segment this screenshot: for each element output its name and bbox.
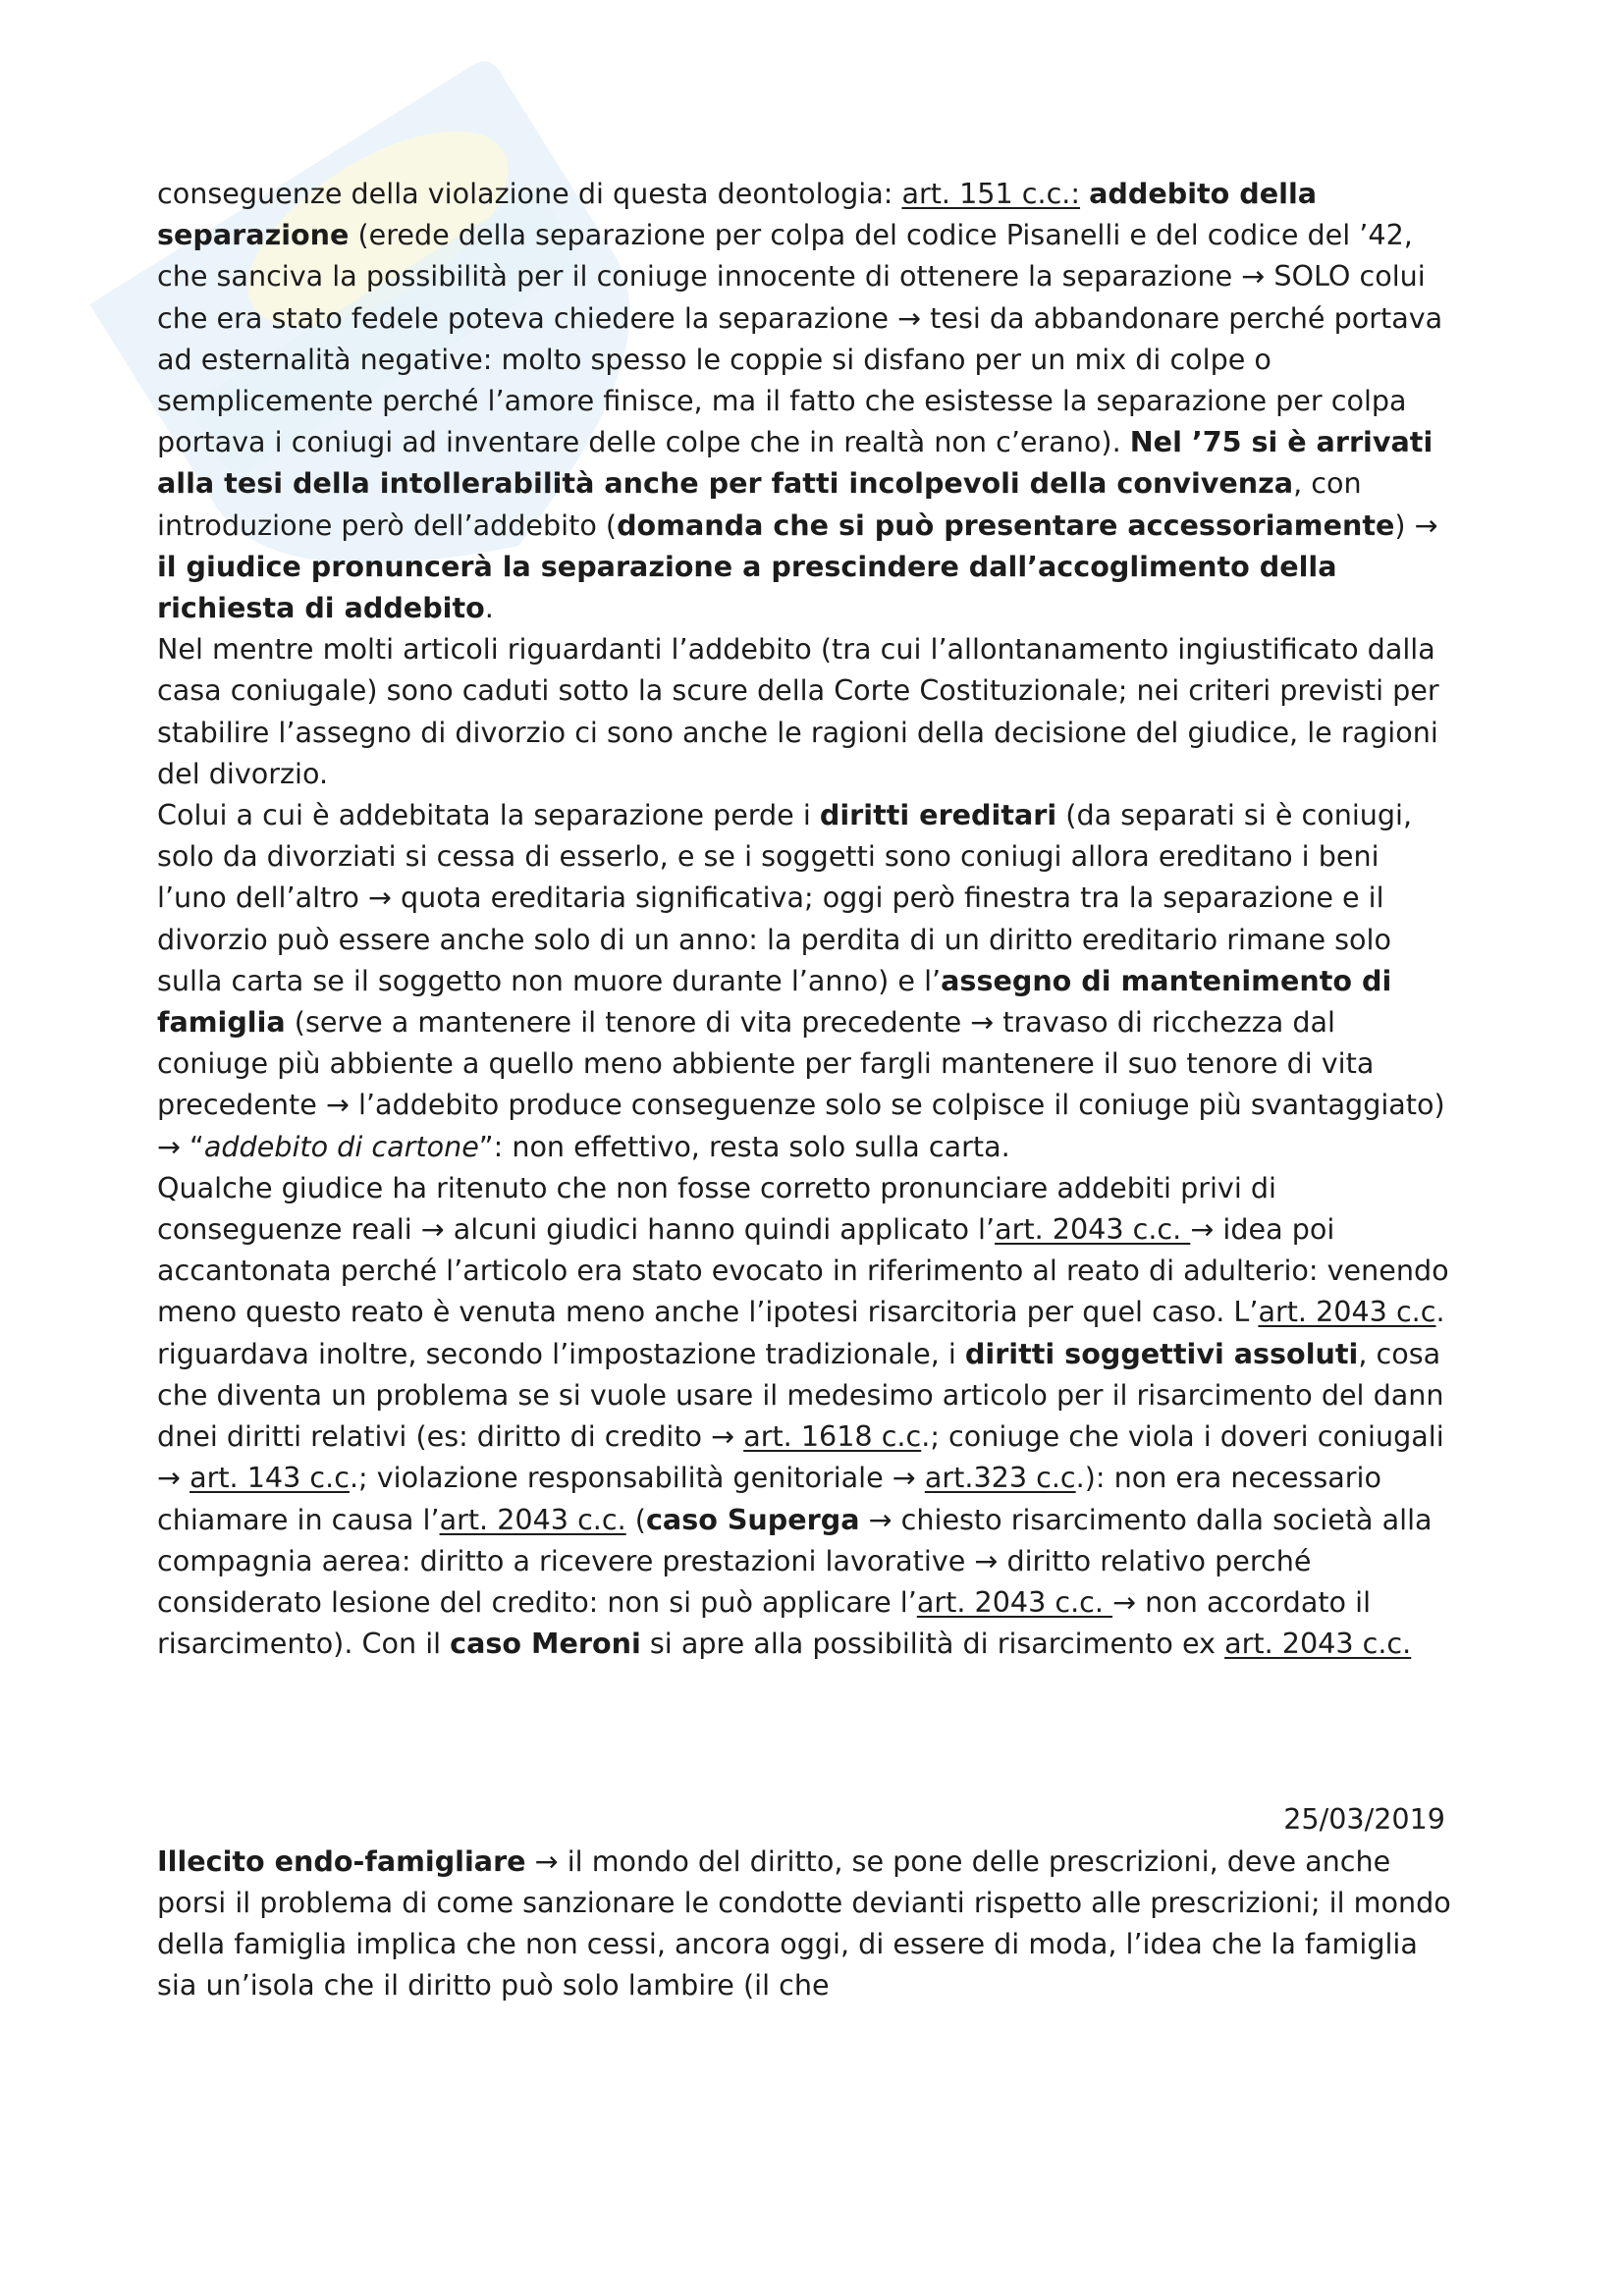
body-text: .; violazione responsabilità genitoriale → — [349, 1461, 925, 1495]
bold-text: diritti ereditari — [819, 798, 1057, 832]
article-link[interactable]: art. 143 c.c — [189, 1461, 350, 1495]
bold-text: caso Superga — [645, 1502, 860, 1536]
article-link[interactable]: art. 2043 c.c. — [995, 1212, 1191, 1247]
article-link[interactable]: art. 2043 c.c — [1258, 1295, 1436, 1329]
body-text — [1080, 177, 1089, 210]
body-text: , cosa che diventa un problema se si vuole usare il medesimo articolo per il risarcimento del dann dnei diritti relativi (es: diritto di credito → — [157, 1336, 1444, 1454]
italic-text: addebito di cartone — [203, 1129, 479, 1163]
body-text: .; coniuge che viola i doveri coniugali → — [157, 1419, 1444, 1495]
body-text: ( — [625, 1502, 646, 1536]
bold-text: domanda che si può presentare accessoriamente — [617, 507, 1395, 542]
body-text: Qualche giudice ha ritenuto che non fosse corretto pronunciare addebiti privi di conseguenze reali → alcuni giudici hanno quindi applicato l’ — [157, 1170, 1276, 1247]
body-text: si apre alla possibilità di risarcimento ex — [640, 1627, 1225, 1661]
body-text: (serve a mantenere il tenore di vita precedente → travaso di ricchezza dal coniuge più abbiente a quello meno abbiente per fargli mantenere il suo tenore di vita precedente → l’addebito produce conseguenze solo se colpisce il coniuge più svantaggiato) → “ — [157, 1005, 1445, 1163]
body-text: . — [484, 591, 494, 625]
lecture-date: 25/03/2019 — [1283, 1802, 1445, 1837]
body-text: Colui a cui è addebitata la separazione perde i — [157, 798, 820, 832]
body-text: conseguenze della violazione di questa deontologia: — [157, 177, 902, 210]
paragraph-risarcimento — [157, 1167, 1451, 1664]
bold-text: diritti soggettivi assoluti — [964, 1336, 1359, 1370]
paragraph-diritti-ereditari — [157, 794, 1451, 1167]
body-text: (da separati si è coniugi, solo da divorziati si cessa di esserlo, e se i soggetti sono coniugi allora ereditano i beni l’uno dell’altro → quota ereditaria significativa; oggi però finestra tra la separazione e il divorzio può essere anche solo di un anno: la perdita di un diritto ereditario rimane solo sulla carta se il soggetto non muore durante l’anno) e l’ — [157, 798, 1413, 997]
article-link[interactable]: art. 1618 c.c — [743, 1419, 922, 1454]
body-text: ”: non effettivo, resta solo sulla carta. — [478, 1129, 1010, 1163]
bold-text: assegno di mantenimento di famiglia — [157, 963, 1392, 1040]
bold-text: Nel ’75 si è arrivati alla tesi della intollerabilità anche per fatti incolpevoli della convivenza — [157, 425, 1434, 501]
article-link[interactable]: art. 151 c.c.: — [901, 177, 1081, 210]
body-text: . riguardava inoltre, secondo l’impostazione tradizionale, i — [157, 1295, 1445, 1370]
bold-text: caso Meroni — [450, 1627, 641, 1661]
body-text: ) → — [1394, 507, 1438, 542]
body-text: (erede della separazione per colpa del codice Pisanelli e del codice del ’42, che sanciva la possibilità per il coniuge innocente di ottenere la separazione → SOLO colui che era stato fedele poteva chiedere la separazione → tesi da abbandonare perché portava ad esternalità negative: molto spesso le coppie si disfano per un mix di colpe o semplicemente perché l’amore finisce, ma il fatto che esistesse la separazione per colpa portava i coniugi ad inventare delle colpe che in realtà non c’erano). — [157, 218, 1443, 459]
bold-text: Illecito endo-famigliare — [157, 1843, 526, 1878]
article-link[interactable]: art. 2043 c.c. — [916, 1584, 1113, 1619]
body-text: → il mondo del diritto, se pone delle prescrizioni, deve anche porsi il problema di come sanzionare le condotte devianti rispetto alle prescrizioni; il mondo della famiglia implica che non cessi, ancora oggi, di essere di moda, l’idea che la famiglia sia un’isola che il diritto può solo lambire (il che — [157, 1843, 1451, 2002]
bold-text: il giudice pronuncerà la separazione a prescindere dall’accoglimento della richiesta di addebito — [157, 549, 1337, 625]
paragraph-addebito — [157, 173, 1451, 628]
body-text: → chiesto risarcimento dalla società alla compagnia aerea: diritto a ricevere prestazioni lavorative → diritto relativo perché considerato lesione del credito: non si può applicare l’ — [157, 1502, 1433, 1619]
document-body — [157, 173, 1451, 2005]
article-link[interactable]: art.323 c.c — [924, 1461, 1076, 1495]
bold-text: addebito della separazione — [157, 177, 1318, 252]
article-link[interactable]: art. 2043 c.c. — [439, 1502, 626, 1536]
paragraph-illecito-endofamigliare — [157, 1841, 1451, 2006]
body-text: .): non era necessario chiamare in causa l’ — [157, 1461, 1381, 1536]
body-text: Nel mentre molti articoli riguardanti l’addebito (tra cui l’allontanamento ingiustificato dalla casa coniugale) sono caduti sotto la scure della Corte Costituzionale; nei criteri previsti per stabilire l’assegno di divorzio ci sono anche le ragioni della decisione del giudice, le ragioni del divorzio. — [157, 632, 1439, 790]
body-text: , con introduzione però dell’addebito ( — [157, 466, 1362, 542]
paragraph-articoli-addebito — [157, 628, 1451, 794]
body-text: → non accordato il risarcimento). Con il — [157, 1584, 1372, 1661]
article-link[interactable]: art. 2043 c.c. — [1224, 1627, 1412, 1661]
body-text: → idea poi accantonata perché l’articolo era stato evocato in riferimento al reato di adulterio: venendo meno questo reato è venuta meno anche l’ipotesi risarcitoria per quel caso. L’ — [157, 1212, 1449, 1329]
